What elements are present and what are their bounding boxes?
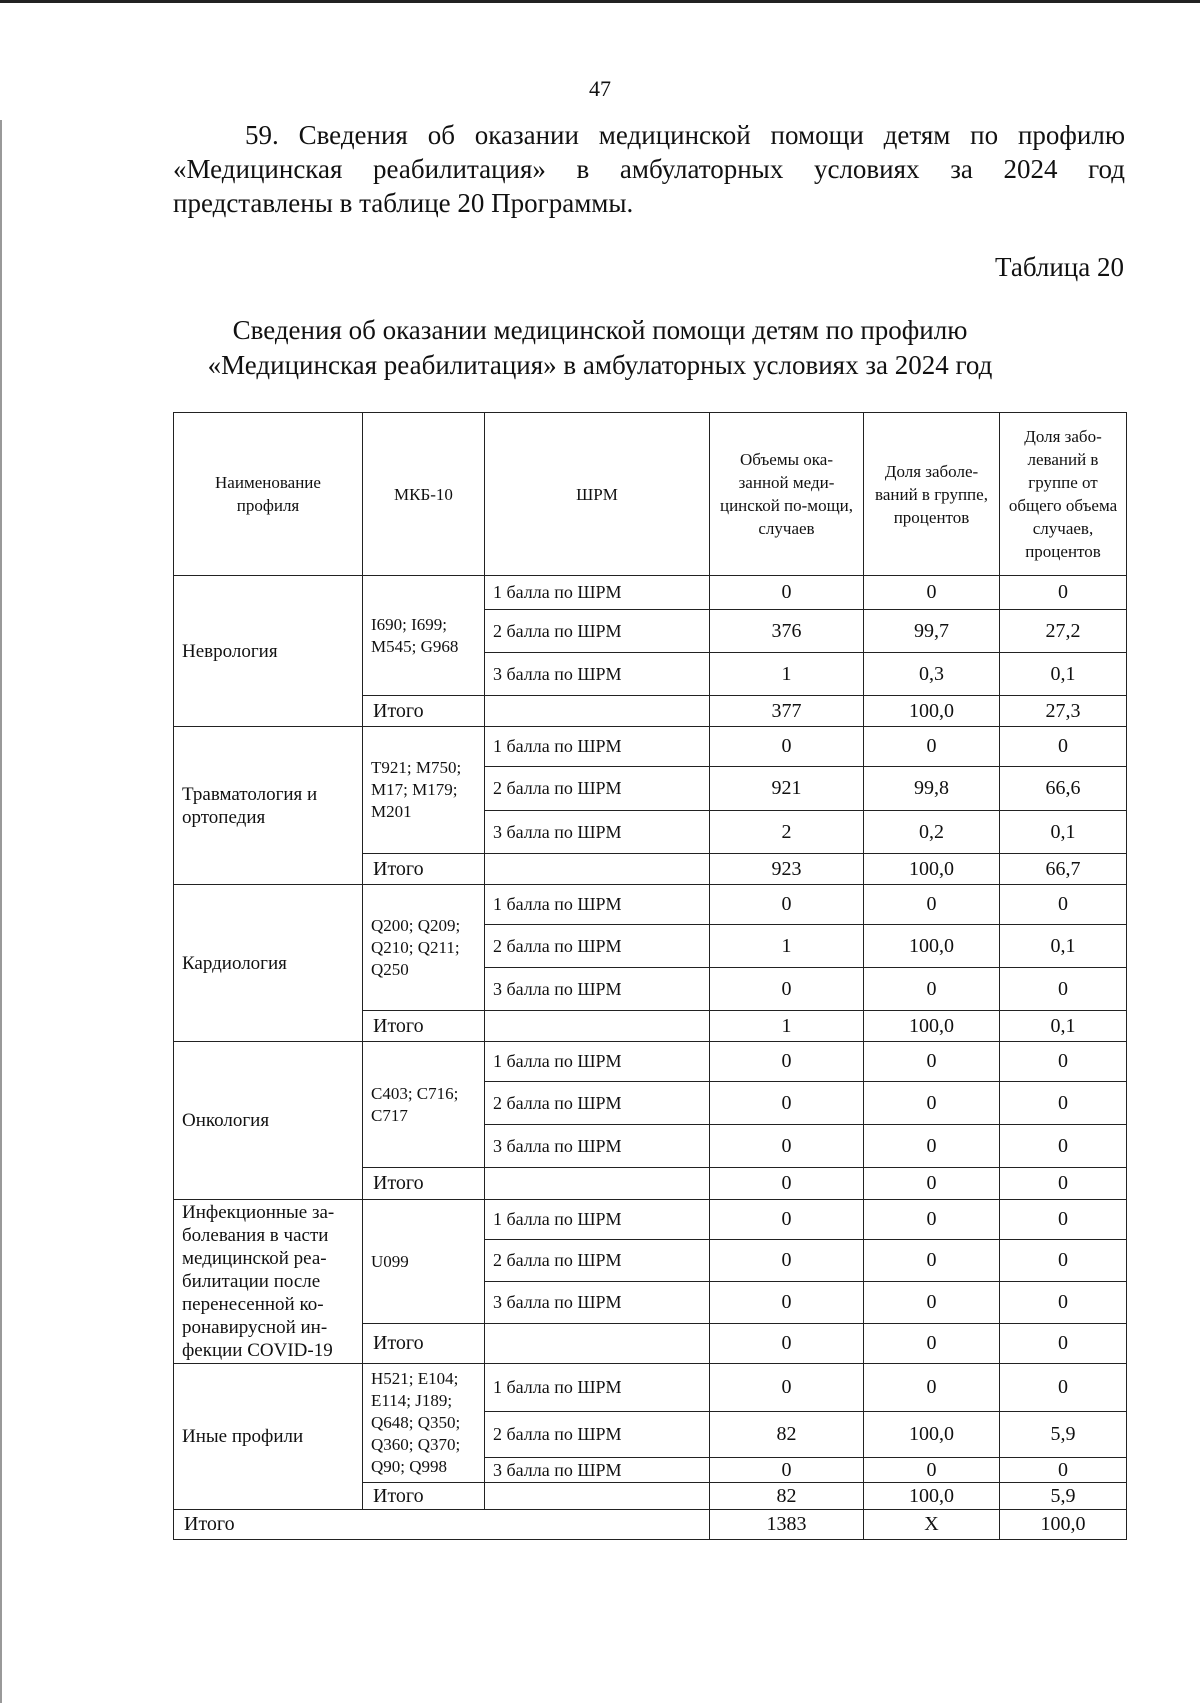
caption-line: «Медицинская реабилитация» в амбулаторных условиях за 2024 год: [207, 350, 993, 380]
table-row: [174, 727, 1127, 767]
mkb-codes: I690; I699; M545; G968: [363, 576, 485, 696]
volume-cell: 0: [710, 1042, 864, 1082]
header-mkb: МКБ-10: [363, 413, 485, 576]
intro-line: «Медицинская реабилитация» в амбулаторных условиях за 2024 год: [173, 154, 1125, 184]
volume-cell: 0: [710, 1125, 864, 1168]
group-other-profiles: [174, 1364, 1127, 1510]
volume-cell: 82: [710, 1483, 864, 1510]
shrm-level: 1 балла по ШРМ: [485, 1364, 710, 1412]
volume-cell: 0: [710, 576, 864, 610]
volume-cell: 0: [710, 885, 864, 925]
volume-cell: 1: [710, 1011, 864, 1042]
share-total-cell: 27,3: [1000, 696, 1127, 727]
profile-name: Травматология и ортопедия: [174, 727, 363, 885]
share-total-cell: 0,1: [1000, 653, 1127, 696]
share-group-cell: 0: [864, 1282, 1000, 1324]
grand-total: [174, 1510, 1127, 1540]
shrm-level: 2 балла по ШРМ: [485, 925, 710, 968]
volume-cell: 0: [710, 1168, 864, 1200]
page-number: 47: [589, 76, 611, 101]
share-group-cell: 0: [864, 1458, 1000, 1483]
share-total-cell: 66,6: [1000, 767, 1127, 811]
group-traumatology: [174, 727, 1127, 885]
share-total-cell: 5,9: [1000, 1412, 1127, 1458]
share-group-cell: 0: [864, 576, 1000, 610]
profile-name: Инфекционные за-болевания в части медицинской реа-билитации после перенесенной ко-ронавирусной ин-фекции COVID-19: [174, 1200, 363, 1364]
shrm-level: 3 балла по ШРМ: [485, 1458, 710, 1483]
volume-cell: 1: [710, 925, 864, 968]
share-total-cell: 0,1: [1000, 1011, 1127, 1042]
share-group-cell: 100,0: [864, 1011, 1000, 1042]
share-group-cell: 0: [864, 1125, 1000, 1168]
grand-total-share-total: 100,0: [1000, 1510, 1127, 1540]
share-total-cell: 0: [1000, 727, 1127, 767]
share-total-cell: 0: [1000, 885, 1127, 925]
intro-paragraph: [173, 118, 1125, 220]
share-group-cell: 0,2: [864, 811, 1000, 854]
share-total-cell: 0: [1000, 1240, 1127, 1282]
shrm-level: 1 балла по ШРМ: [485, 1042, 710, 1082]
empty-cell: [485, 1483, 710, 1510]
total-label: Итого: [363, 854, 485, 885]
volume-cell: 0: [710, 1458, 864, 1483]
table-row: [174, 576, 1127, 610]
shrm-level: 2 балла по ШРМ: [485, 767, 710, 811]
table-row: [174, 1042, 1127, 1082]
share-total-cell: 66,7: [1000, 854, 1127, 885]
table-row: [174, 885, 1127, 925]
volume-cell: 0: [710, 1200, 864, 1240]
table-caption: [0, 313, 1200, 383]
share-total-cell: 0: [1000, 1324, 1127, 1364]
mkb-codes: T921; M750; M17; M179; M201: [363, 727, 485, 854]
empty-cell: [485, 696, 710, 727]
header-share-group: Доля заболе-ваний в группе, процентов: [864, 413, 1000, 576]
shrm-level: 1 балла по ШРМ: [485, 727, 710, 767]
share-group-cell: 0: [864, 1200, 1000, 1240]
volume-cell: 0: [710, 1240, 864, 1282]
volume-cell: 0: [710, 727, 864, 767]
mkb-codes: H521; E104; E114; J189; Q648; Q350; Q360; Q370; Q90; Q998: [363, 1364, 485, 1483]
caption-line: Сведения об оказании медицинской помощи детям по профилю: [232, 315, 968, 345]
volume-cell: 0: [710, 968, 864, 1011]
header-shrm: ШРМ: [485, 413, 710, 576]
volume-cell: 0: [710, 1282, 864, 1324]
volume-cell: 2: [710, 811, 864, 854]
share-group-cell: 100,0: [864, 925, 1000, 968]
volume-cell: 377: [710, 696, 864, 727]
share-total-cell: 0: [1000, 1200, 1127, 1240]
grand-total-row: [174, 1510, 1127, 1540]
group-oncology: [174, 1042, 1127, 1200]
share-group-cell: 0: [864, 885, 1000, 925]
table-row: [174, 1200, 1127, 1240]
share-group-cell: 0: [864, 1324, 1000, 1364]
shrm-level: 1 балла по ШРМ: [485, 1200, 710, 1240]
table-row: [174, 1364, 1127, 1412]
share-group-cell: 0: [864, 1042, 1000, 1082]
intro-line: 59. Сведения об оказании медицинской помощи детям по профилю: [245, 120, 1125, 150]
share-total-cell: 5,9: [1000, 1483, 1127, 1510]
share-total-cell: 0: [1000, 1282, 1127, 1324]
group-neurology: [174, 576, 1127, 727]
volume-cell: 0: [710, 1364, 864, 1412]
empty-cell: [485, 854, 710, 885]
volume-cell: 0: [710, 1324, 864, 1364]
shrm-level: 2 балла по ШРМ: [485, 1240, 710, 1282]
profile-name: Неврология: [174, 576, 363, 727]
share-total-cell: 0: [1000, 1042, 1127, 1082]
group-cardiology: [174, 885, 1127, 1042]
share-group-cell: 100,0: [864, 854, 1000, 885]
total-label: Итого: [363, 1168, 485, 1200]
total-label: Итого: [363, 1011, 485, 1042]
volume-cell: 376: [710, 610, 864, 653]
volume-cell: 923: [710, 854, 864, 885]
grand-total-volume: 1383: [710, 1510, 864, 1540]
shrm-level: 2 балла по ШРМ: [485, 1082, 710, 1125]
mkb-codes: C403; C716; C717: [363, 1042, 485, 1168]
shrm-level: 1 балла по ШРМ: [485, 576, 710, 610]
shrm-level: 2 балла по ШРМ: [485, 610, 710, 653]
shrm-level: 1 балла по ШРМ: [485, 885, 710, 925]
header-share-total: Доля забо-леваний в группе от общего объема случаев, процентов: [1000, 413, 1127, 576]
intro-line: представлены в таблице 20 Программы.: [173, 188, 634, 218]
share-group-cell: 0: [864, 968, 1000, 1011]
volume-cell: 921: [710, 767, 864, 811]
shrm-level: 3 балла по ШРМ: [485, 1282, 710, 1324]
total-label: Итого: [363, 696, 485, 727]
share-total-cell: 0: [1000, 1082, 1127, 1125]
empty-cell: [485, 1168, 710, 1200]
share-group-cell: 100,0: [864, 1412, 1000, 1458]
group-covid: [174, 1200, 1127, 1364]
shrm-level: 3 балла по ШРМ: [485, 653, 710, 696]
share-total-cell: 0,1: [1000, 811, 1127, 854]
header-volume: Объемы ока-занной меди-цинской по-мощи, случаев: [710, 413, 864, 576]
empty-cell: [485, 1324, 710, 1364]
share-group-cell: 0: [864, 1364, 1000, 1412]
shrm-level: 3 балла по ШРМ: [485, 1125, 710, 1168]
volume-cell: 1: [710, 653, 864, 696]
volume-cell: 82: [710, 1412, 864, 1458]
share-total-cell: 0,1: [1000, 925, 1127, 968]
share-total-cell: 0: [1000, 1125, 1127, 1168]
mkb-codes: U099: [363, 1200, 485, 1324]
scan-edge-top: [0, 0, 1200, 3]
share-total-cell: 0: [1000, 968, 1127, 1011]
data-table: [173, 412, 1127, 1540]
total-label: Итого: [363, 1483, 485, 1510]
grand-total-share-group: X: [864, 1510, 1000, 1540]
share-total-cell: 0: [1000, 1458, 1127, 1483]
shrm-level: 3 балла по ШРМ: [485, 968, 710, 1011]
volume-cell: 0: [710, 1082, 864, 1125]
share-group-cell: 0: [864, 1168, 1000, 1200]
share-group-cell: 0: [864, 727, 1000, 767]
profile-name: Онкология: [174, 1042, 363, 1200]
header-profile: Наименование профиля: [174, 413, 363, 576]
share-total-cell: 0: [1000, 576, 1127, 610]
grand-total-label: Итого: [174, 1510, 710, 1540]
shrm-level: 3 балла по ШРМ: [485, 811, 710, 854]
share-group-cell: 99,7: [864, 610, 1000, 653]
share-total-cell: 0: [1000, 1364, 1127, 1412]
table-label: Таблица 20: [995, 252, 1124, 282]
share-group-cell: 0: [864, 1082, 1000, 1125]
share-total-cell: 0: [1000, 1168, 1127, 1200]
total-label: Итого: [363, 1324, 485, 1364]
share-group-cell: 0: [864, 1240, 1000, 1282]
share-total-cell: 27,2: [1000, 610, 1127, 653]
profile-name: Иные профили: [174, 1364, 363, 1510]
share-group-cell: 100,0: [864, 1483, 1000, 1510]
profile-name: Кардиология: [174, 885, 363, 1042]
empty-cell: [485, 1011, 710, 1042]
share-group-cell: 0,3: [864, 653, 1000, 696]
shrm-level: 2 балла по ШРМ: [485, 1412, 710, 1458]
share-group-cell: 99,8: [864, 767, 1000, 811]
header-row: [174, 413, 1127, 576]
share-group-cell: 100,0: [864, 696, 1000, 727]
mkb-codes: Q200; Q209; Q210; Q211; Q250: [363, 885, 485, 1011]
